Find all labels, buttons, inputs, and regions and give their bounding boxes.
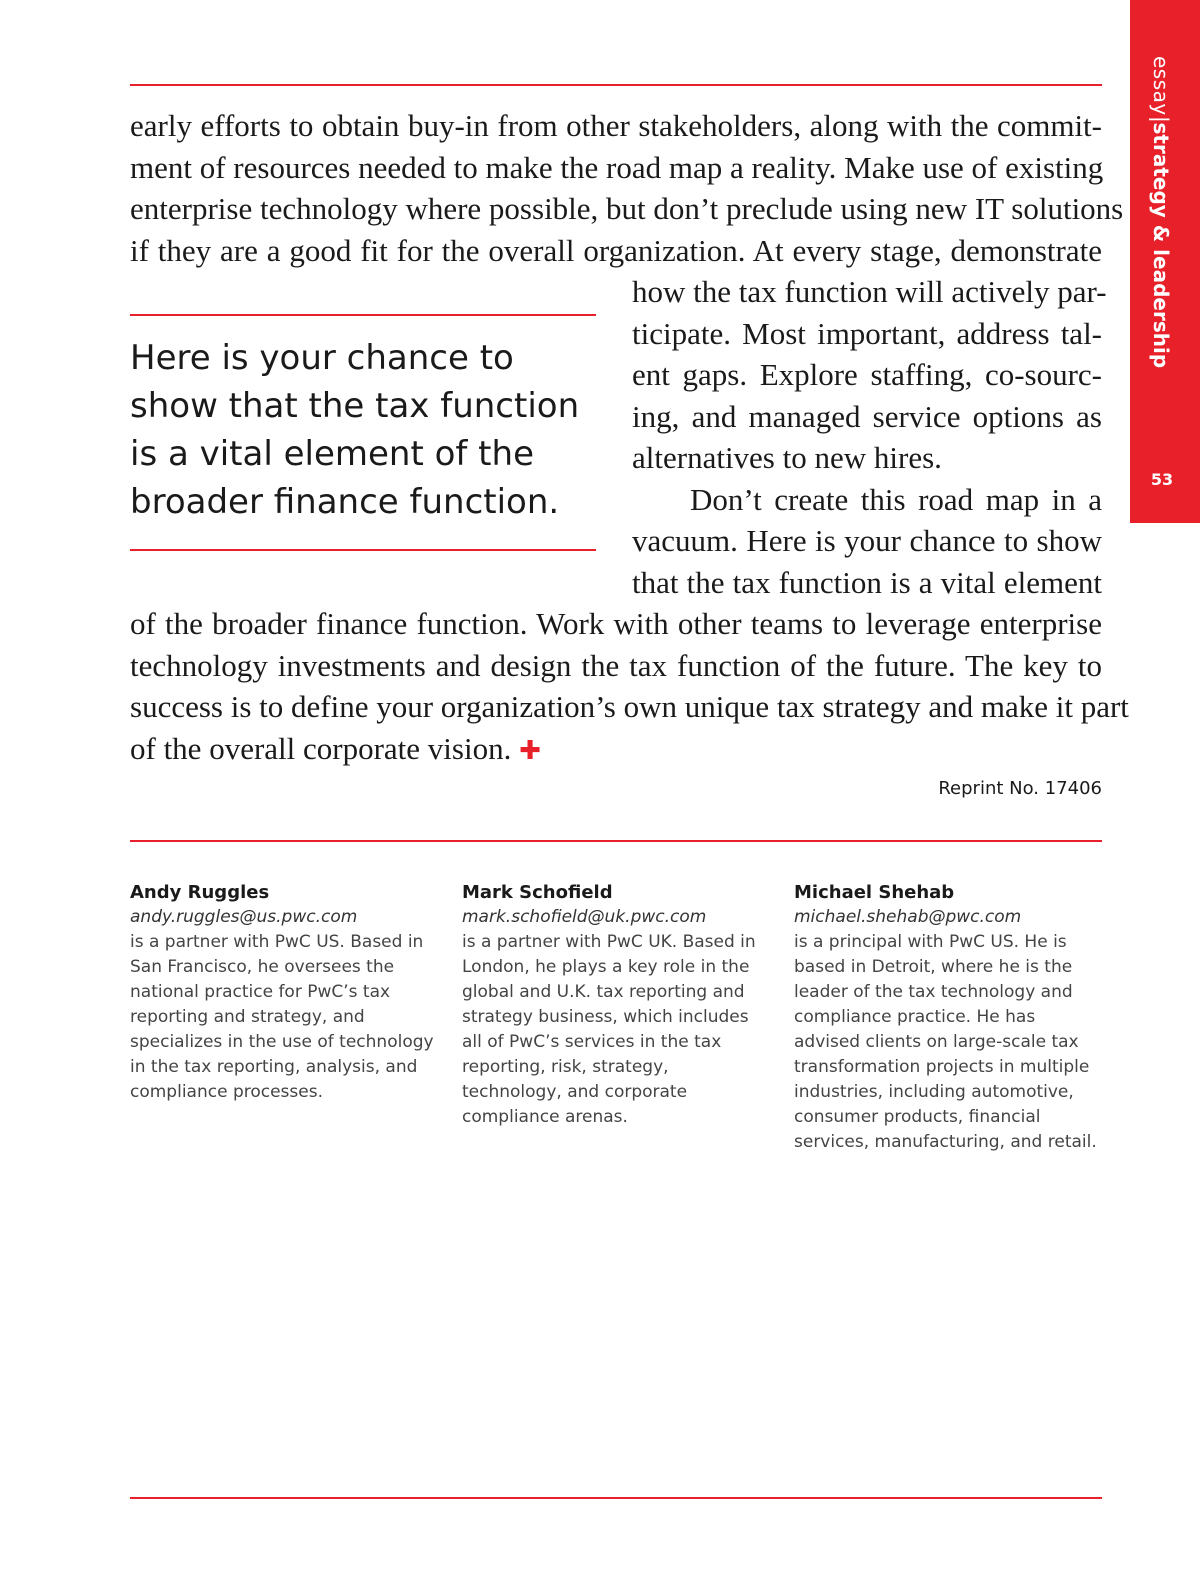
bios-divider bbox=[130, 840, 1102, 842]
page-number: 53 bbox=[1150, 470, 1174, 489]
author-description: is a partner with PwC UK. Based in London, he plays a key role in the global and U.K. tax reporting and strategy business, which includes all of PwC’s services in the tax reporting, risk, strategy, technology, and corporate compliance arenas. bbox=[462, 932, 756, 1127]
body-line: ticipate. Most important, address tal- bbox=[632, 315, 1102, 351]
pull-quote-top-rule bbox=[130, 314, 596, 316]
author-bio bbox=[794, 880, 1104, 1155]
body-line: how the tax function will actively par- bbox=[632, 274, 1107, 309]
author-bio bbox=[130, 880, 440, 1105]
author-bio bbox=[462, 880, 772, 1130]
body-line: of the broader finance function. Work with other teams to leverage enterprise bbox=[130, 606, 1102, 641]
body-line: ment of resources needed to make the road map a reality. Make use of existing bbox=[130, 149, 1104, 185]
author-email[interactable]: andy.ruggles@us.pwc.com bbox=[130, 907, 358, 927]
body-line: enterprise technology where possible, but don’t preclude using new IT solutions bbox=[130, 191, 1124, 226]
author-description: is a principal with PwC US. He is based in Detroit, where he is the leader of the tax technology and compliance practice. He has advised clients on large-scale tax transformation projects in multiple industries, including automotive, consumer products, financial services, manufacturing, and retail. bbox=[794, 932, 1097, 1152]
body-line: ing, and managed service options as bbox=[632, 398, 1102, 434]
body-line: early efforts to obtain buy-in from other stakeholders, along with the commit- bbox=[130, 108, 1102, 143]
section-label-essay: essay bbox=[1149, 56, 1173, 116]
body-line-last bbox=[130, 728, 1102, 773]
pull-quote: Here is your chance to show that the tax function is a vital element of the broader finance function. bbox=[130, 338, 580, 522]
author-description: is a partner with PwC US. Based in San Francisco, he oversees the national practice for PwC’s tax reporting and strategy, and specializes in the use of technology in the tax reporting, analysis, and compliance processes. bbox=[130, 932, 434, 1102]
body-line: success is to define your organization’s own unique tax strategy and make it part bbox=[130, 689, 1129, 724]
body-line: vacuum. Here is your chance to show bbox=[632, 523, 1102, 558]
author-email[interactable]: mark.schofield@uk.pwc.com bbox=[462, 907, 707, 927]
author-name: Andy Ruggles bbox=[130, 882, 270, 903]
body-line: ent gaps. Explore staffing, co-sourc- bbox=[632, 357, 1102, 392]
body-column bbox=[632, 271, 1107, 603]
reprint-number: Reprint No. 17406 bbox=[938, 778, 1102, 799]
top-divider bbox=[130, 84, 1102, 86]
section-separator: | bbox=[1149, 115, 1173, 123]
body-line: alternatives to new hires. bbox=[632, 440, 942, 475]
body-line: that the tax function is a vital element bbox=[632, 564, 1102, 600]
section-label-strategy: strategy & leadership bbox=[1149, 122, 1173, 369]
end-mark-icon: ✚ bbox=[519, 735, 541, 766]
author-email[interactable]: michael.shehab@pwc.com bbox=[794, 907, 1022, 927]
bottom-divider bbox=[130, 1497, 1102, 1499]
body-line: technology investments and design the tax function of the future. The key to bbox=[130, 647, 1102, 683]
author-name: Michael Shehab bbox=[794, 882, 955, 903]
body-line: Don’t create this road map in a bbox=[690, 481, 1102, 517]
author-name: Mark Schofield bbox=[462, 882, 613, 903]
body-line-last-text: of the overall corporate vision. bbox=[130, 730, 512, 766]
pull-quote-bottom-rule bbox=[130, 549, 596, 551]
body-line: if they are a good fit for the overall organization. At every stage, demonstrate bbox=[130, 232, 1102, 268]
section-label bbox=[1146, 56, 1176, 369]
